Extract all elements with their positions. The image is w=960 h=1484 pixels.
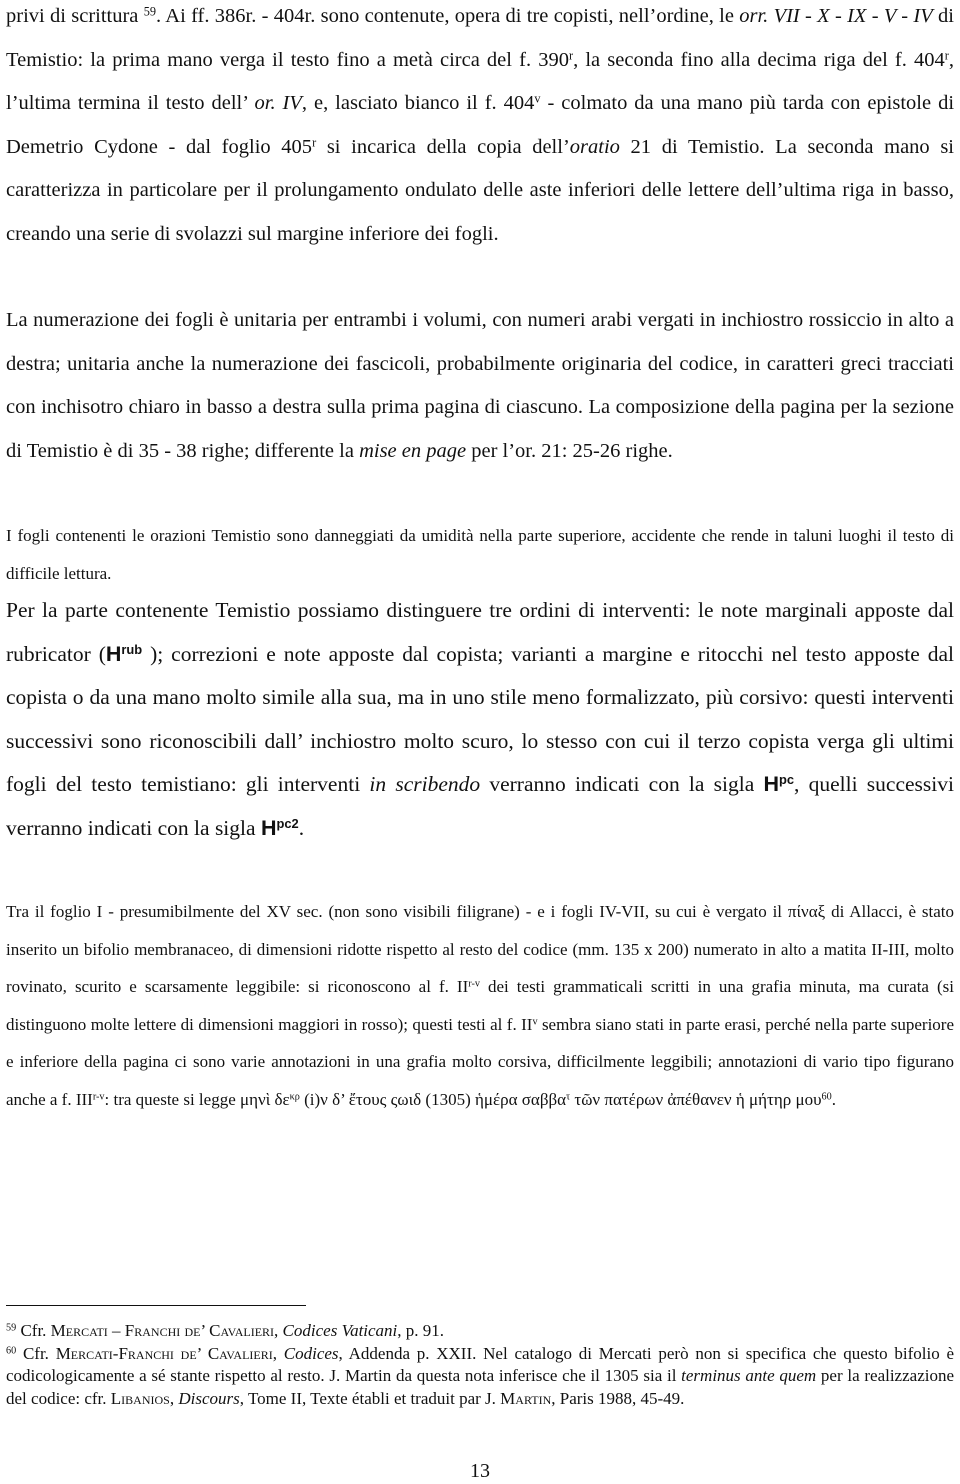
footnote-ref-60[interactable]: 60 (821, 1090, 832, 1102)
footnote-59: $^{59}$ Cfr. Mercati – Franchi de’ Cavalieri, Codices Vaticani, p. 91. (6, 1321, 445, 1340)
siglum-h-pc: $H^{pc}$ (763, 771, 795, 796)
paragraph-bifolio: Tra il foglio I - presumibilmente del XV sec. (non sono visibili filigrane) - e i fogli IV-VII, su cui è vergato il πίναξ di Allacci, è stato inserito un bifolio membranaceo, di dimensioni ridotte rispetto al resto del codice (mm. 135 x 200) numerato in alto a matita II-III, molto rovinato, scurito e scarsamente leggibile: si riconoscono al f. II$^{r-v}$ dei testi grammaticali scritti in una grafia minuta, ma curata (si distinguono molte lettere di dimensioni maggiori in rosso); questi testi al f. $II^v$ sembra siano stati in parte erasi, perché nella parte superiore e inferiore della pagina ci sono varie annotazioni in una grafia molto corsiva, difficilmente leggibili; annotazioni di vario tipo figurano anche a f. III$^{r-v}$: tra queste si legge μηνὶ $\delta\varepsilon^{\kappa\rho}$ (i)ν δ’ ἔτους ςωιδ (1305) ἡμέρα σαββα$^\tau$ τῶν πατέρων ἀπέθανεν ἡ μήτηρ μου$^{60}$. (6, 902, 955, 1109)
siglum-h-pc2: $H^{pc2}$ (260, 815, 299, 840)
siglum-h-rub: $H^{rub}$ (105, 641, 143, 666)
footnotes (6, 1320, 954, 1410)
paragraph-copyists: privi di scrittura $^{59}$. Ai ff. 386r. - 404r. sono contenute, opera di tre copisti, nell’ordine, le orr. VII - X - IX - V - IV di Temistio: la prima mano verga il testo fino a metà circa del f. 390$^r$, la seconda fino alla decima riga del f. 404$^r$, l’ultima termina il testo dell’ or. IV, e, lasciato bianco il f. 404$^v$ - colmato da una mano più tarda con epistole di Demetrio Cydone - dal foglio 405$^r$ si incarica della copia dell’oratio 21 di Temistio. La seconda mano si caratterizza in particolare per il prolungamento ondulato delle aste inferiori delle lettere dell’ultima riga in basso, creando una serie di svolazzi sul margine inferiore dei fogli. (6, 4, 955, 245)
footnote-ref-59[interactable]: 59 (143, 4, 156, 19)
page-number: 13 (470, 1460, 490, 1482)
paragraph-damage: I fogli contenenti le orazioni Temistio sono danneggiati da umidità nella parte superiore, accidente che rende in taluni luoghi il testo di difficile lettura. (6, 526, 954, 583)
paragraph-interventions: Per la parte contenente Temistio possiamo distinguere tre ordini di interventi: le note marginali apposte dal rubricator ($H^{rub}$ ); correzioni e note apposte dal copista; varianti a margine e ritocchi nel testo apposte dal copista o da una mano molto simile alla sua, ma in uno stile meno formalizzato, più corsivo: questi interventi successivi sono riconoscibili dall’ inchiostro molto scuro, lo stesso con cui il terzo copista verga gli ultimi fogli del testo temistiano: gli interventi in scribendo verranno indicati con la sigla $H^{pc}$, quelli successivi verranno indicati con la sigla $H^{pc2}$. (6, 598, 955, 840)
footnote-60: $^{60}$ Cfr. Mercati-Franchi de’ Cavalieri, Codices, Addenda p. XXII. Nel catalogo di Mercati però non si specifica che questo bifolio è codicologicamente a sé stante rispetto al resto. J. Martin da questa nota inferisce che il 1305 sia il terminus ante quem per la realizzazione del codice: cfr. Libanios, Discours, Tome II, Texte établi et traduit par J. Martin, Paris 1988, 45-49. (6, 1343, 955, 1408)
footnote-separator (6, 1305, 306, 1306)
paragraph-numbering: La numerazione dei fogli è unitaria per entrambi i volumi, con numeri arabi vergati in inchiostro rossiccio in alto a destra; unitaria anche la numerazione dei fascicoli, probabilmente originaria del codice, in caratteri greci tracciati con inchisotro chiaro in basso a destra sulla prima pagina di ciascuno. La composizione della pagina per la sezione di Temistio è di 35 - 38 righe; differente la mise en page per l’or. 21: 25-26 righe. (6, 309, 954, 462)
